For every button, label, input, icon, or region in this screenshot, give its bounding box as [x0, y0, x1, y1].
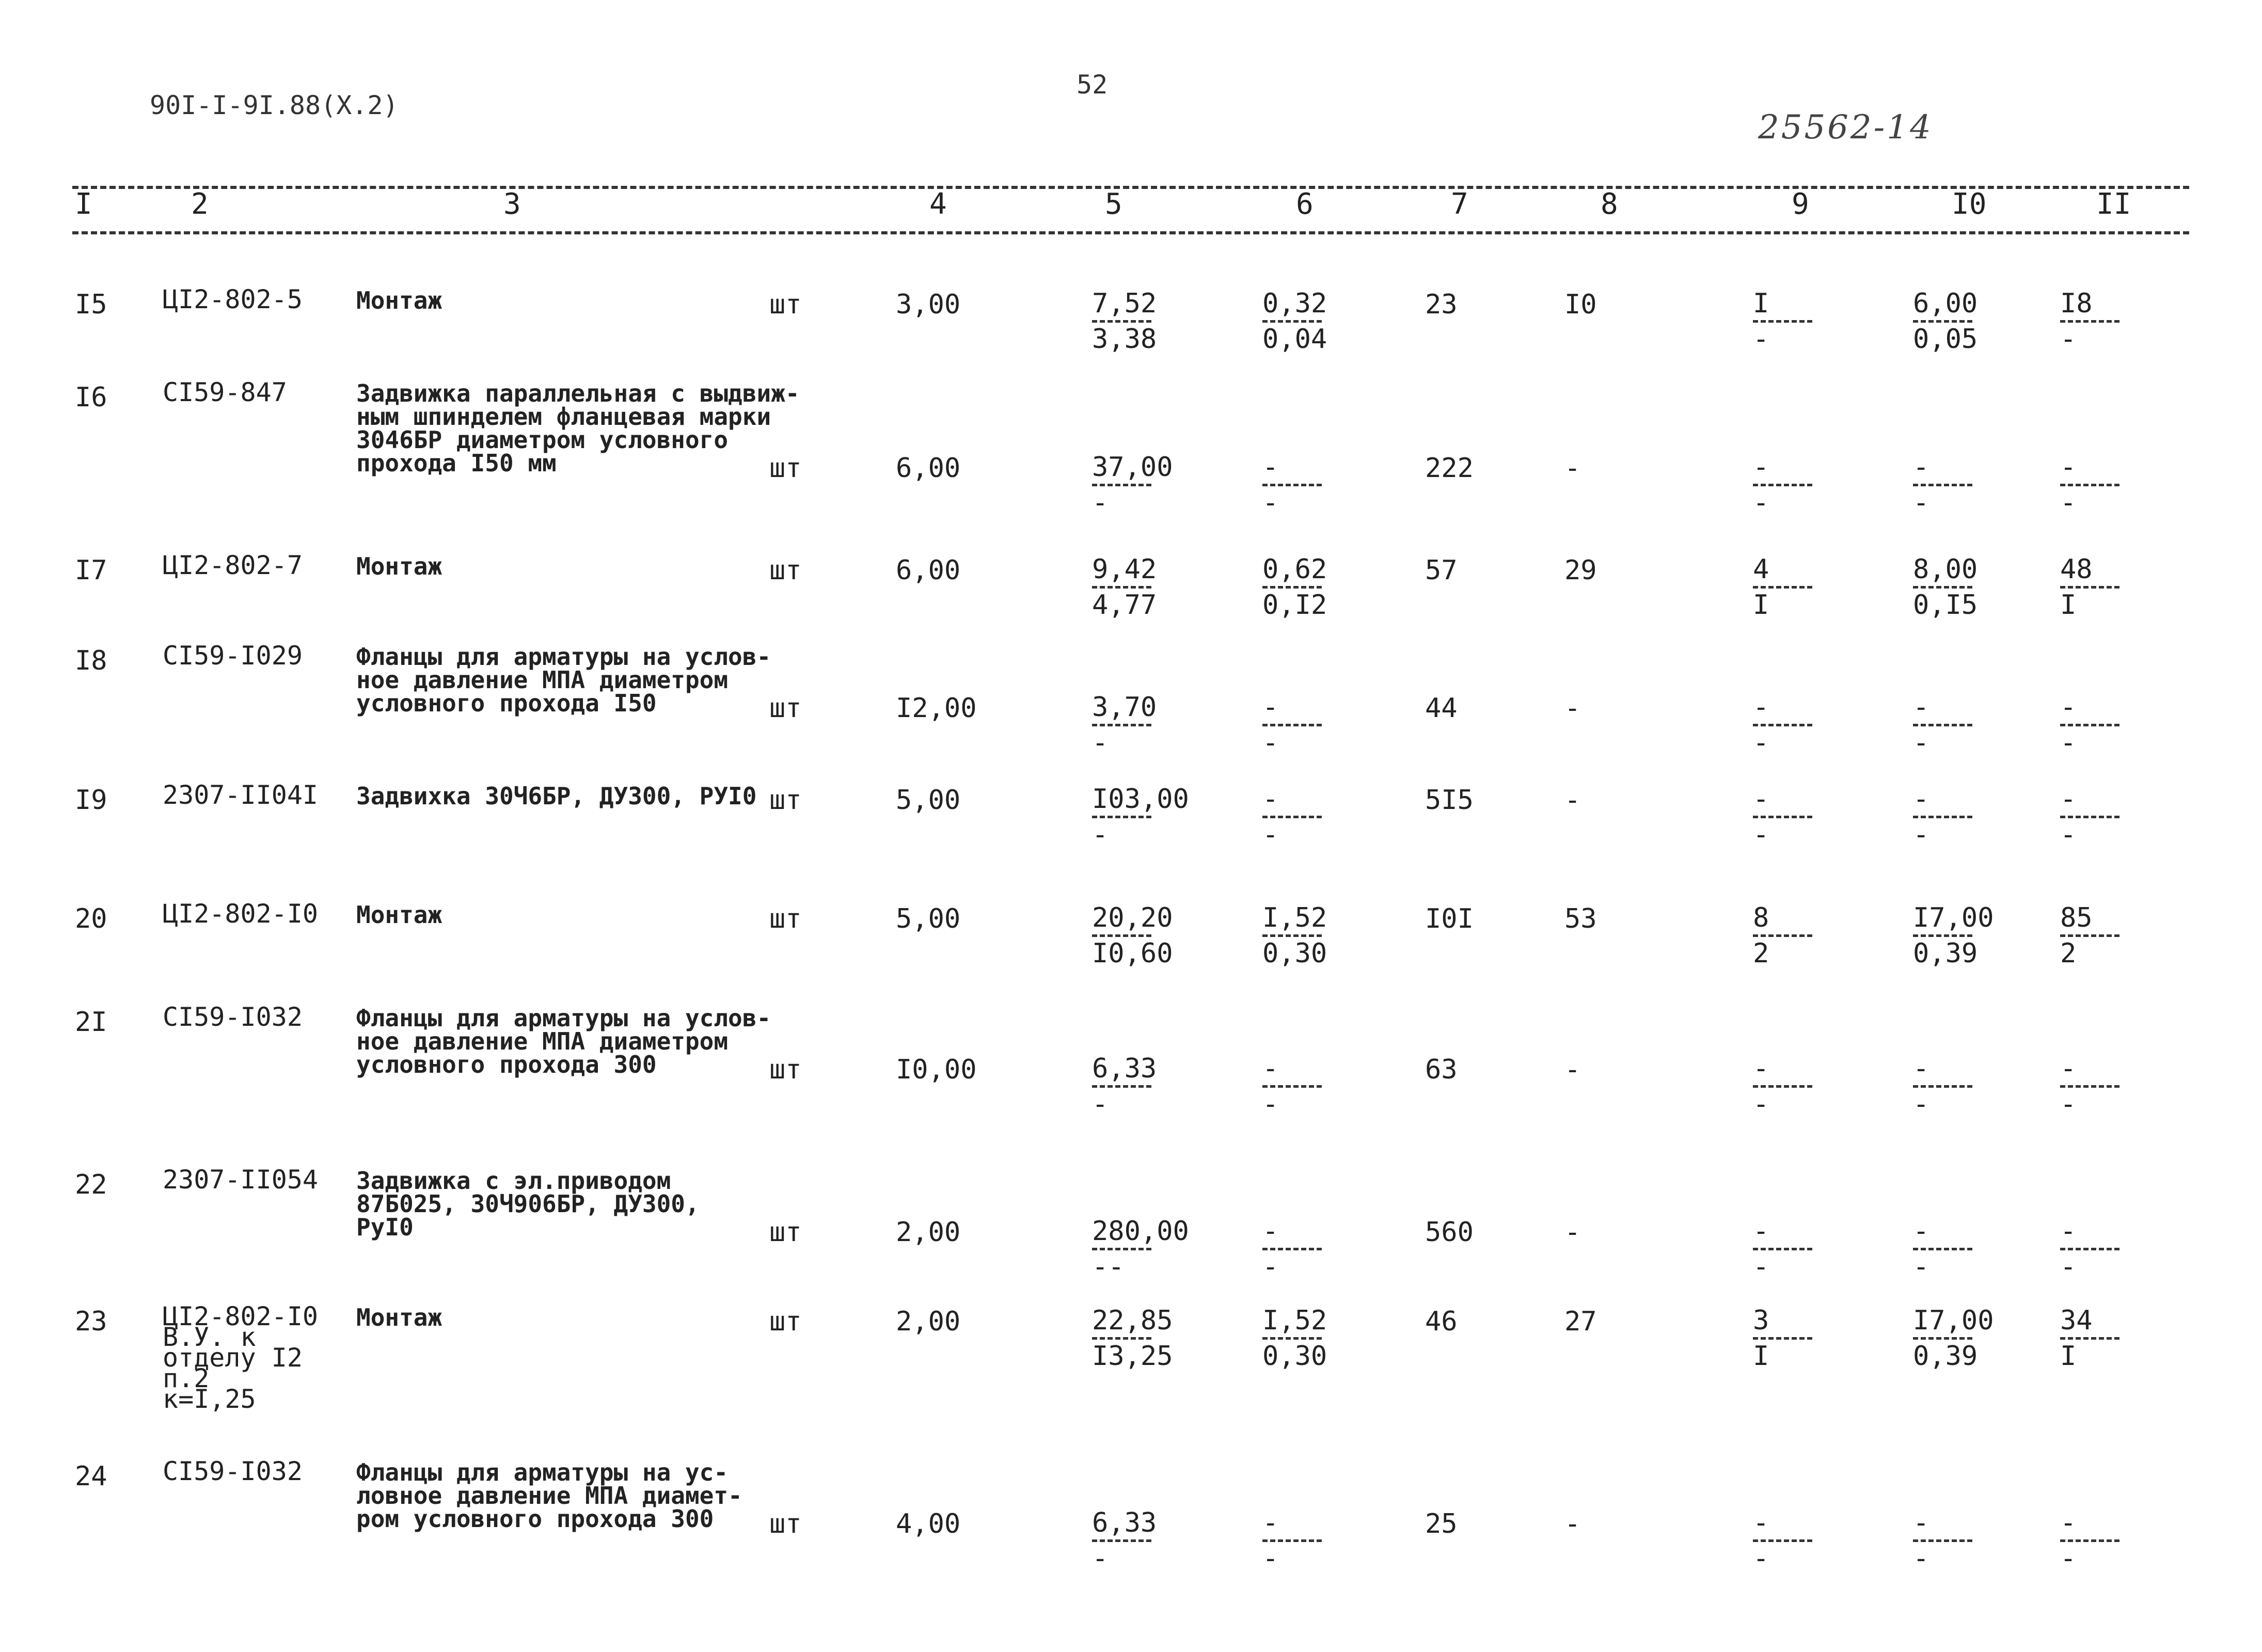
row-number: 20 [75, 903, 107, 934]
fraction-c10 [1913, 1054, 1972, 1119]
column-number-8: 8 [1601, 187, 1618, 221]
column-number-9: 9 [1792, 187, 1809, 221]
fraction-numerator: - [1913, 452, 1929, 483]
resource-code: CI59-847 [163, 377, 287, 407]
fraction-c10 [1913, 289, 1978, 354]
fraction-denominator: - [1753, 324, 1769, 355]
fraction-denominator: - [1262, 727, 1279, 758]
fraction-bar [1092, 586, 1151, 589]
column-8-value: 29 [1564, 555, 1597, 586]
work-description: Монтаж [356, 901, 442, 929]
fraction-bar [1262, 934, 1322, 937]
work-description: Задвижка с эл.приводом 87Б025, 30Ч906БР, ДУ300, РуI0 [356, 1167, 700, 1241]
fraction-denominator: - [2060, 324, 2077, 355]
work-description: Фланцы для арматуры на услов- ное давление МПА диаметром условного прохода I50 [356, 643, 771, 717]
fraction-denominator: - [1262, 1251, 1279, 1282]
column-number-3: 3 [503, 187, 521, 221]
fraction-c10 [1913, 555, 1978, 620]
fraction-bar [2060, 1248, 2119, 1250]
fraction-bar [2060, 586, 2119, 589]
row-number: I8 [75, 645, 107, 676]
fraction-c5 [1092, 453, 1173, 517]
fraction-denominator: 0,05 [1913, 324, 1978, 355]
fraction-c6 [1262, 289, 1327, 354]
fraction-c11 [2060, 903, 2119, 968]
fraction-denominator: 0,30 [1262, 938, 1327, 969]
fraction-denominator: 3,38 [1092, 324, 1157, 355]
column-number-7: 7 [1451, 187, 1468, 221]
fraction-numerator: 3 [1753, 1305, 1769, 1336]
fraction-bar [1262, 1337, 1322, 1340]
quantity: 4,00 [896, 1508, 961, 1539]
fraction-bar [1913, 320, 1972, 323]
fraction-bar [1753, 934, 1812, 937]
fraction-bar [1753, 816, 1812, 818]
fraction-c9 [1753, 785, 1812, 849]
fraction-bar [1753, 484, 1812, 486]
column-7-value: 46 [1425, 1306, 1458, 1337]
fraction-denominator: I [2060, 1341, 2077, 1372]
resource-code: CI59-I029 [163, 641, 303, 671]
work-description: Монтаж [356, 1304, 442, 1331]
fraction-numerator: - [1753, 1507, 1769, 1538]
fraction-numerator: 7,52 [1092, 288, 1157, 319]
column-8-value: - [1564, 1054, 1581, 1085]
fraction-numerator: 0,62 [1262, 554, 1327, 585]
work-description: Задвижка параллельная с выдвиж- ным шпинделем фланцевая марки 3046БР диаметром условного прохода I50 мм [356, 379, 800, 477]
column-8-value: 53 [1564, 903, 1597, 934]
column-8-value: I0 [1564, 289, 1597, 320]
row-number: I9 [75, 785, 107, 816]
fraction-numerator: - [1913, 784, 1929, 815]
fraction-bar [2060, 1085, 2119, 1088]
fraction-bar [1753, 724, 1812, 726]
fraction-bar [1913, 1085, 1972, 1088]
column-number-2: 2 [191, 187, 209, 221]
fraction-c5 [1092, 289, 1157, 354]
fraction-denominator: - [1753, 487, 1769, 518]
fraction-numerator: 6,33 [1092, 1053, 1157, 1084]
fraction-c6 [1262, 785, 1322, 849]
resource-code: CI59-I032 [163, 1456, 303, 1486]
fraction-bar [2060, 484, 2119, 486]
fraction-numerator: 22,85 [1092, 1305, 1173, 1336]
fraction-denominator: 0,I2 [1262, 590, 1327, 621]
fraction-denominator: 0,39 [1913, 938, 1978, 969]
fraction-bar [1913, 1539, 1972, 1542]
fraction-c10 [1913, 1508, 1972, 1573]
fraction-c11 [2060, 453, 2119, 517]
fraction-c6 [1262, 1217, 1322, 1281]
resource-code: 2307-II04I [163, 780, 319, 810]
column-8-value: - [1564, 453, 1581, 484]
fraction-denominator: - [1913, 1089, 1929, 1120]
fraction-c11 [2060, 555, 2119, 620]
fraction-bar [1753, 586, 1812, 589]
column-7-value: 63 [1425, 1054, 1458, 1085]
fraction-c5 [1092, 1306, 1173, 1371]
row-number: I7 [75, 555, 107, 586]
fraction-numerator: - [1913, 1216, 1929, 1247]
fraction-denominator: - [1753, 727, 1769, 758]
fraction-c10 [1913, 903, 1994, 968]
work-description: Монтаж [356, 552, 442, 580]
fraction-bar [1913, 1337, 1972, 1340]
fraction-c11 [2060, 1217, 2119, 1281]
fraction-denominator: 4,77 [1092, 590, 1157, 621]
fraction-numerator: - [2060, 1216, 2077, 1247]
fraction-denominator: 0,04 [1262, 324, 1327, 355]
fraction-c5 [1092, 1054, 1157, 1119]
quantity: 5,00 [896, 785, 961, 816]
fraction-bar [1913, 724, 1972, 726]
fraction-numerator: 9,42 [1092, 554, 1157, 585]
fraction-bar [2060, 724, 2119, 726]
fraction-denominator: - [2060, 487, 2077, 518]
fraction-c5 [1092, 1508, 1157, 1573]
resource-code: ЦI2-802-7 [163, 550, 303, 580]
resource-code: 2307-II054 [163, 1165, 319, 1195]
fraction-numerator: 4 [1753, 554, 1769, 585]
fraction-denominator: - [1092, 727, 1109, 758]
fraction-c6 [1262, 1508, 1322, 1573]
quantity: 3,00 [896, 289, 961, 320]
fraction-numerator: - [1913, 1507, 1929, 1538]
fraction-bar [1913, 816, 1972, 818]
fraction-numerator: I,52 [1262, 1305, 1327, 1336]
fraction-c9 [1753, 903, 1812, 968]
fraction-denominator: 0,30 [1262, 1341, 1327, 1372]
fraction-bar [1913, 934, 1972, 937]
fraction-numerator: - [1753, 1053, 1769, 1084]
fraction-denominator: - [1262, 1089, 1279, 1120]
column-7-value: 23 [1425, 289, 1458, 320]
fraction-c10 [1913, 693, 1972, 757]
column-7-value: 560 [1425, 1217, 1474, 1248]
quantity: I2,00 [896, 693, 977, 724]
row-number: 23 [75, 1306, 107, 1337]
fraction-c10 [1913, 453, 1972, 517]
fraction-numerator: 85 [2060, 902, 2093, 933]
column-7-value: 57 [1425, 555, 1458, 586]
fraction-c5 [1092, 903, 1173, 968]
fraction-bar [2060, 816, 2119, 818]
fraction-denominator: - [1262, 819, 1279, 850]
column-8-value: 27 [1564, 1306, 1597, 1337]
fraction-denominator: I [1753, 1341, 1769, 1372]
fraction-numerator: I7,00 [1913, 1305, 1994, 1336]
fraction-bar [1092, 320, 1151, 323]
resource-code: ЦI2-802-I0 В.У. к отделу I2 п.2 к=I,25 [163, 1301, 319, 1414]
fraction-c9 [1753, 453, 1812, 517]
work-description: Монтаж [356, 287, 442, 314]
fraction-numerator: - [1753, 692, 1769, 723]
fraction-numerator: - [1753, 452, 1769, 483]
quantity: 2,00 [896, 1217, 961, 1248]
fraction-bar [2060, 320, 2119, 323]
fraction-bar [1262, 484, 1322, 486]
fraction-c9 [1753, 1306, 1812, 1371]
fraction-numerator: 48 [2060, 554, 2093, 585]
fraction-c6 [1262, 903, 1327, 968]
column-number-1: I [75, 187, 92, 221]
document-code: 90I-I-9I.88(X.2) [150, 90, 399, 120]
column-8-value: - [1564, 785, 1581, 816]
fraction-bar [1913, 484, 1972, 486]
fraction-bar [1753, 1539, 1812, 1542]
column-number-11: II [2096, 187, 2131, 221]
fraction-denominator: - [2060, 819, 2077, 850]
fraction-denominator: - [1753, 1089, 1769, 1120]
column-number-10: I0 [1952, 187, 1987, 221]
fraction-denominator: - [1262, 1543, 1279, 1574]
work-description: Фланцы для арматуры на ус- ловное давление МПА диамет- ром условного прохода 300 [356, 1458, 742, 1533]
fraction-bar [2060, 934, 2119, 937]
fraction-numerator: - [1753, 1216, 1769, 1247]
column-7-value: I0I [1425, 903, 1474, 934]
work-description: Фланцы для арматуры на услов- ное давление МПА диаметром условного прохода 300 [356, 1004, 771, 1078]
fraction-numerator: - [1262, 1053, 1279, 1084]
fraction-bar [1092, 1085, 1151, 1088]
fraction-numerator: 8,00 [1913, 554, 1978, 585]
fraction-bar [1092, 816, 1151, 818]
fraction-numerator: - [2060, 1507, 2077, 1538]
column-7-value: 44 [1425, 693, 1458, 724]
fraction-bar [1913, 1248, 1972, 1250]
fraction-numerator: I [1753, 288, 1769, 319]
unit: шт [769, 693, 802, 724]
fraction-denominator: 2 [1753, 938, 1769, 969]
fraction-denominator: I3,25 [1092, 1341, 1173, 1372]
fraction-c10 [1913, 1217, 1972, 1281]
fraction-numerator: - [1262, 452, 1279, 483]
fraction-bar [1913, 586, 1972, 589]
fraction-numerator: - [1262, 1216, 1279, 1247]
fraction-c5 [1092, 693, 1157, 757]
fraction-c11 [2060, 693, 2119, 757]
fraction-denominator: - [1753, 1251, 1769, 1282]
fraction-bar [1753, 1248, 1812, 1250]
fraction-c9 [1753, 1508, 1812, 1573]
fraction-numerator: - [1913, 1053, 1929, 1084]
resource-code: CI59-I032 [163, 1002, 303, 1032]
fraction-bar [1753, 1085, 1812, 1088]
header-rule-top [72, 186, 2189, 189]
fraction-bar [1262, 586, 1322, 589]
fraction-denominator: - [1092, 1089, 1109, 1120]
fraction-bar [2060, 1539, 2119, 1542]
fraction-numerator: - [1262, 784, 1279, 815]
fraction-numerator: I03,00 [1092, 784, 1189, 815]
fraction-numerator: I,52 [1262, 902, 1327, 933]
fraction-c10 [1913, 785, 1972, 849]
fraction-denominator: - [2060, 1089, 2077, 1120]
handwritten-code: 25562-14 [1758, 108, 1933, 147]
fraction-bar [1092, 1337, 1151, 1340]
fraction-denominator: I0,60 [1092, 938, 1173, 969]
fraction-denominator: - [1913, 1543, 1929, 1574]
fraction-c9 [1753, 1217, 1812, 1281]
fraction-denominator: - [1753, 1543, 1769, 1574]
column-7-value: 5I5 [1425, 785, 1474, 816]
fraction-bar [1092, 934, 1151, 937]
column-number-4: 4 [929, 187, 947, 221]
fraction-numerator: - [1753, 784, 1769, 815]
fraction-numerator: 8 [1753, 902, 1769, 933]
fraction-numerator: - [1262, 1507, 1279, 1538]
fraction-c11 [2060, 289, 2119, 354]
quantity: 6,00 [896, 555, 961, 586]
fraction-c6 [1262, 1306, 1327, 1371]
fraction-denominator: 2 [2060, 938, 2077, 969]
header-rule-bottom [72, 231, 2189, 234]
column-number-6: 6 [1296, 187, 1314, 221]
unit: шт [769, 555, 802, 586]
fraction-denominator: I [1753, 590, 1769, 621]
fraction-bar [1092, 724, 1151, 726]
quantity: I0,00 [896, 1054, 977, 1085]
fraction-denominator: - [2060, 1251, 2077, 1282]
unit: шт [769, 453, 802, 484]
fraction-numerator: 6,33 [1092, 1507, 1157, 1538]
fraction-numerator: 3,70 [1092, 692, 1157, 723]
row-number: 24 [75, 1461, 107, 1492]
fraction-denominator: 0,39 [1913, 1341, 1978, 1372]
quantity: 6,00 [896, 453, 961, 484]
fraction-bar [1262, 1085, 1322, 1088]
quantity: 2,00 [896, 1306, 961, 1337]
fraction-numerator: I8 [2060, 288, 2093, 319]
fraction-denominator: -- [1092, 1251, 1125, 1282]
fraction-numerator: - [1913, 692, 1929, 723]
fraction-c9 [1753, 693, 1812, 757]
fraction-c11 [2060, 1306, 2119, 1371]
fraction-bar [1262, 1248, 1322, 1250]
fraction-c5 [1092, 555, 1157, 620]
fraction-bar [1262, 724, 1322, 726]
unit: шт [769, 289, 802, 320]
fraction-bar [1092, 1539, 1151, 1542]
unit: шт [769, 1508, 802, 1539]
fraction-denominator: - [1262, 487, 1279, 518]
fraction-c11 [2060, 785, 2119, 849]
unit: шт [769, 1306, 802, 1337]
fraction-c11 [2060, 1508, 2119, 1573]
fraction-bar [1262, 816, 1322, 818]
fraction-numerator: - [2060, 692, 2077, 723]
fraction-numerator: 280,00 [1092, 1216, 1189, 1247]
fraction-numerator: 0,32 [1262, 288, 1327, 319]
fraction-c6 [1262, 1054, 1322, 1119]
fraction-numerator: - [2060, 784, 2077, 815]
quantity: 5,00 [896, 903, 961, 934]
fraction-c5 [1092, 1217, 1189, 1281]
fraction-bar [1092, 484, 1151, 486]
column-8-value: - [1564, 1508, 1581, 1539]
fraction-c11 [2060, 1054, 2119, 1119]
fraction-c9 [1753, 289, 1812, 354]
fraction-bar [1753, 320, 1812, 323]
fraction-numerator: - [1262, 692, 1279, 723]
fraction-numerator: - [2060, 1053, 2077, 1084]
fraction-numerator: 37,00 [1092, 452, 1173, 483]
fraction-bar [1092, 1248, 1151, 1250]
fraction-denominator: - [2060, 1543, 2077, 1574]
work-description: Задвихка 30Ч6БР, ДУ300, РУI0 [356, 782, 757, 810]
row-number: 22 [75, 1169, 107, 1200]
page-number: 52 [1077, 70, 1108, 100]
row-number: 2I [75, 1007, 107, 1038]
resource-code: ЦI2-802-5 [163, 284, 303, 314]
fraction-bar [2060, 1337, 2119, 1340]
fraction-denominator: I [2060, 590, 2077, 621]
column-7-value: 25 [1425, 1508, 1458, 1539]
column-number-5: 5 [1105, 187, 1122, 221]
fraction-denominator: - [2060, 727, 2077, 758]
fraction-numerator: I7,00 [1913, 902, 1994, 933]
fraction-denominator: - [1913, 487, 1929, 518]
fraction-bar [1262, 320, 1322, 323]
fraction-denominator: - [1092, 1543, 1109, 1574]
fraction-denominator: - [1092, 819, 1109, 850]
fraction-c9 [1753, 555, 1812, 620]
column-8-value: - [1564, 1217, 1581, 1248]
fraction-denominator: - [1913, 819, 1929, 850]
unit: шт [769, 1217, 802, 1248]
fraction-c6 [1262, 693, 1322, 757]
fraction-denominator: - [1913, 727, 1929, 758]
fraction-bar [1753, 1337, 1812, 1340]
resource-code: ЦI2-802-I0 [163, 899, 319, 929]
fraction-denominator: - [1092, 487, 1109, 518]
fraction-numerator: 6,00 [1913, 288, 1978, 319]
fraction-numerator: 34 [2060, 1305, 2093, 1336]
column-7-value: 222 [1425, 453, 1474, 484]
fraction-numerator: - [2060, 452, 2077, 483]
fraction-bar [1262, 1539, 1322, 1542]
fraction-denominator: - [1753, 819, 1769, 850]
fraction-denominator: 0,I5 [1913, 590, 1978, 621]
fraction-c6 [1262, 453, 1322, 517]
fraction-c6 [1262, 555, 1327, 620]
unit: шт [769, 785, 802, 816]
row-number: I5 [75, 289, 107, 320]
unit: шт [769, 903, 802, 934]
row-number: I6 [75, 382, 107, 413]
fraction-denominator: - [1913, 1251, 1929, 1282]
column-8-value: - [1564, 693, 1581, 724]
fraction-c9 [1753, 1054, 1812, 1119]
fraction-c10 [1913, 1306, 1994, 1371]
fraction-c5 [1092, 785, 1189, 849]
unit: шт [769, 1054, 802, 1085]
fraction-numerator: 20,20 [1092, 902, 1173, 933]
